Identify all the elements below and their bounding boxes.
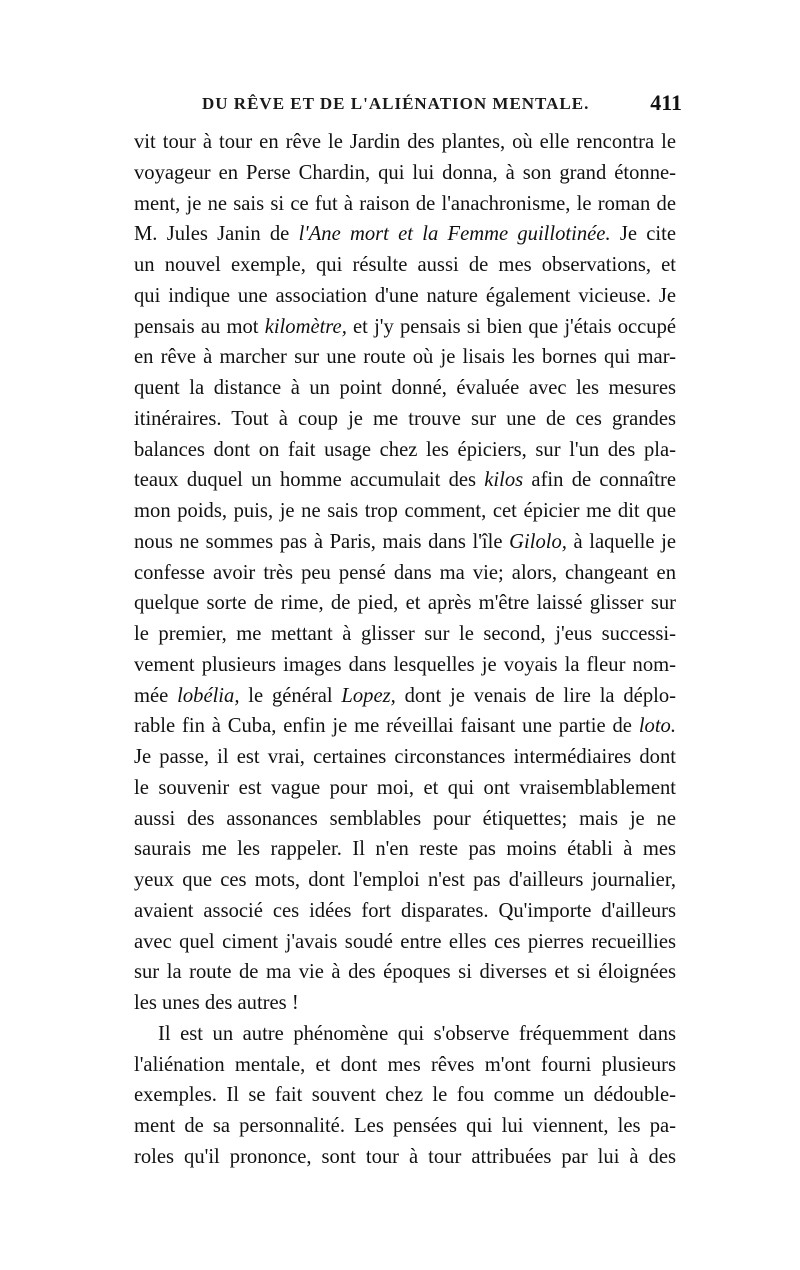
italic-word: Lopez, [341, 684, 396, 707]
italic-word: lobélia, [177, 684, 240, 707]
italic-title: l'Ane mort et la Femme guillotinée. [298, 223, 611, 246]
italic-word: Gilolo, [509, 530, 567, 553]
text-run: rable fin à Cuba, enfin je me réveillai faisant une partie de [134, 715, 639, 738]
text-line: balances dont on fait usage chez les épiciers, sur l'un des pla- [134, 438, 676, 461]
text-line: mon poids, puis, je ne sais trop comment, cet épicier me dit que [134, 500, 676, 522]
text-line: yeux que ces mots, dont l'emploi n'est pas d'ailleurs journalier, [134, 869, 676, 891]
italic-word: kilos [484, 469, 524, 492]
text-run: à laquelle je [566, 530, 676, 553]
text-line: le premier, me mettant à glisser sur le second, j'eus successi- [134, 623, 676, 645]
text-line [134, 465, 676, 496]
paragraph-first-line: Il est un autre phénomène qui s'observe fréquemment dans [158, 1022, 676, 1045]
text-run: pensais au mot [134, 315, 265, 338]
text-run: teaux duquel un homme accumulait des [134, 469, 485, 492]
text-run: dont je venais de lire la déplo- [395, 684, 676, 707]
text-line [134, 681, 676, 712]
text-line: le souvenir est vague pour moi, et qui ont vraisemblablement [134, 776, 676, 799]
text-line: exemples. Il se fait souvent chez le fou comme un dédouble- [134, 1084, 676, 1107]
text-line [134, 312, 676, 343]
text-run: afin de connaître [523, 469, 676, 492]
page-number: 411 [650, 90, 682, 115]
text-line: saurais me les rappeler. Il n'en reste pas moins établi à mes [134, 838, 676, 861]
text-line: voyageur en Perse Chardin, qui lui donna, à son grand étonne- [134, 161, 676, 184]
text-line: avaient associé ces idées fort disparates. Qu'importe d'ailleurs [134, 899, 676, 922]
text-line [134, 219, 676, 250]
text-line: qui indique une association d'une nature également vicieuse. Je [134, 284, 676, 307]
text-line: quent la distance à un point donné, évaluée avec les mesures [134, 377, 676, 399]
text-line: vement plusieurs images dans lesquelles je voyais la fleur nom- [134, 653, 676, 676]
text-line: vit tour à tour en rêve le Jardin des plantes, où elle rencontra le [134, 131, 676, 153]
text-line: avec quel ciment j'avais soudé entre elles ces pierres recueillies [134, 930, 676, 953]
text-run: le général [239, 684, 342, 707]
text-line: l'aliénation mentale, et dont mes rêves m'ont fourni plusieurs [134, 1053, 676, 1076]
text-run: M. Jules Janin de [134, 223, 299, 246]
text-line: confesse avoir très peu pensé dans ma vie; alors, changeant en [134, 561, 676, 584]
text-run: et j'y pensais si bien que j'étais occupé [346, 315, 676, 338]
text-line: un nouvel exemple, qui résulte aussi de mes observations, et [134, 254, 676, 276]
text-line [134, 711, 676, 742]
body-text [134, 127, 676, 1173]
text-line: ment de sa personnalité. Les pensées qui lui viennent, les pa- [134, 1115, 676, 1137]
text-line: aussi des assonances semblables pour étiquettes; mais je ne [134, 807, 676, 830]
running-head [142, 90, 682, 120]
text-line: quelque sorte de rime, de pied, et après m'être laissé glisser sur [134, 592, 676, 615]
text-run: nous ne sommes pas à Paris, mais dans l'île [134, 530, 510, 553]
text-line: sur la route de ma vie à des époques si diverses et si éloignées [134, 961, 676, 984]
text-line: roles qu'il prononce, sont tour à tour attribuées par lui à des [134, 1145, 676, 1168]
text-line: itinéraires. Tout à coup je me trouve sur une de ces grandes [134, 407, 676, 430]
text-line: ment, je ne sais si ce fut à raison de l'anachronisme, le roman de [134, 192, 676, 215]
paragraph-last-line: les unes des autres ! [134, 992, 299, 1014]
text-line [134, 527, 676, 558]
italic-word: kilomètre, [264, 315, 347, 338]
text-line: Je passe, il est vrai, certaines circonstances intermédiaires dont [134, 746, 676, 768]
text-run: Je cite [610, 223, 676, 246]
text-line: en rêve à marcher sur une route où je lisais les bornes qui mar- [134, 346, 676, 369]
text-run: mée [134, 684, 178, 707]
running-title: DU RÊVE ET DE L'ALIÉNATION MENTALE. [202, 94, 590, 113]
italic-word: loto. [638, 715, 676, 738]
